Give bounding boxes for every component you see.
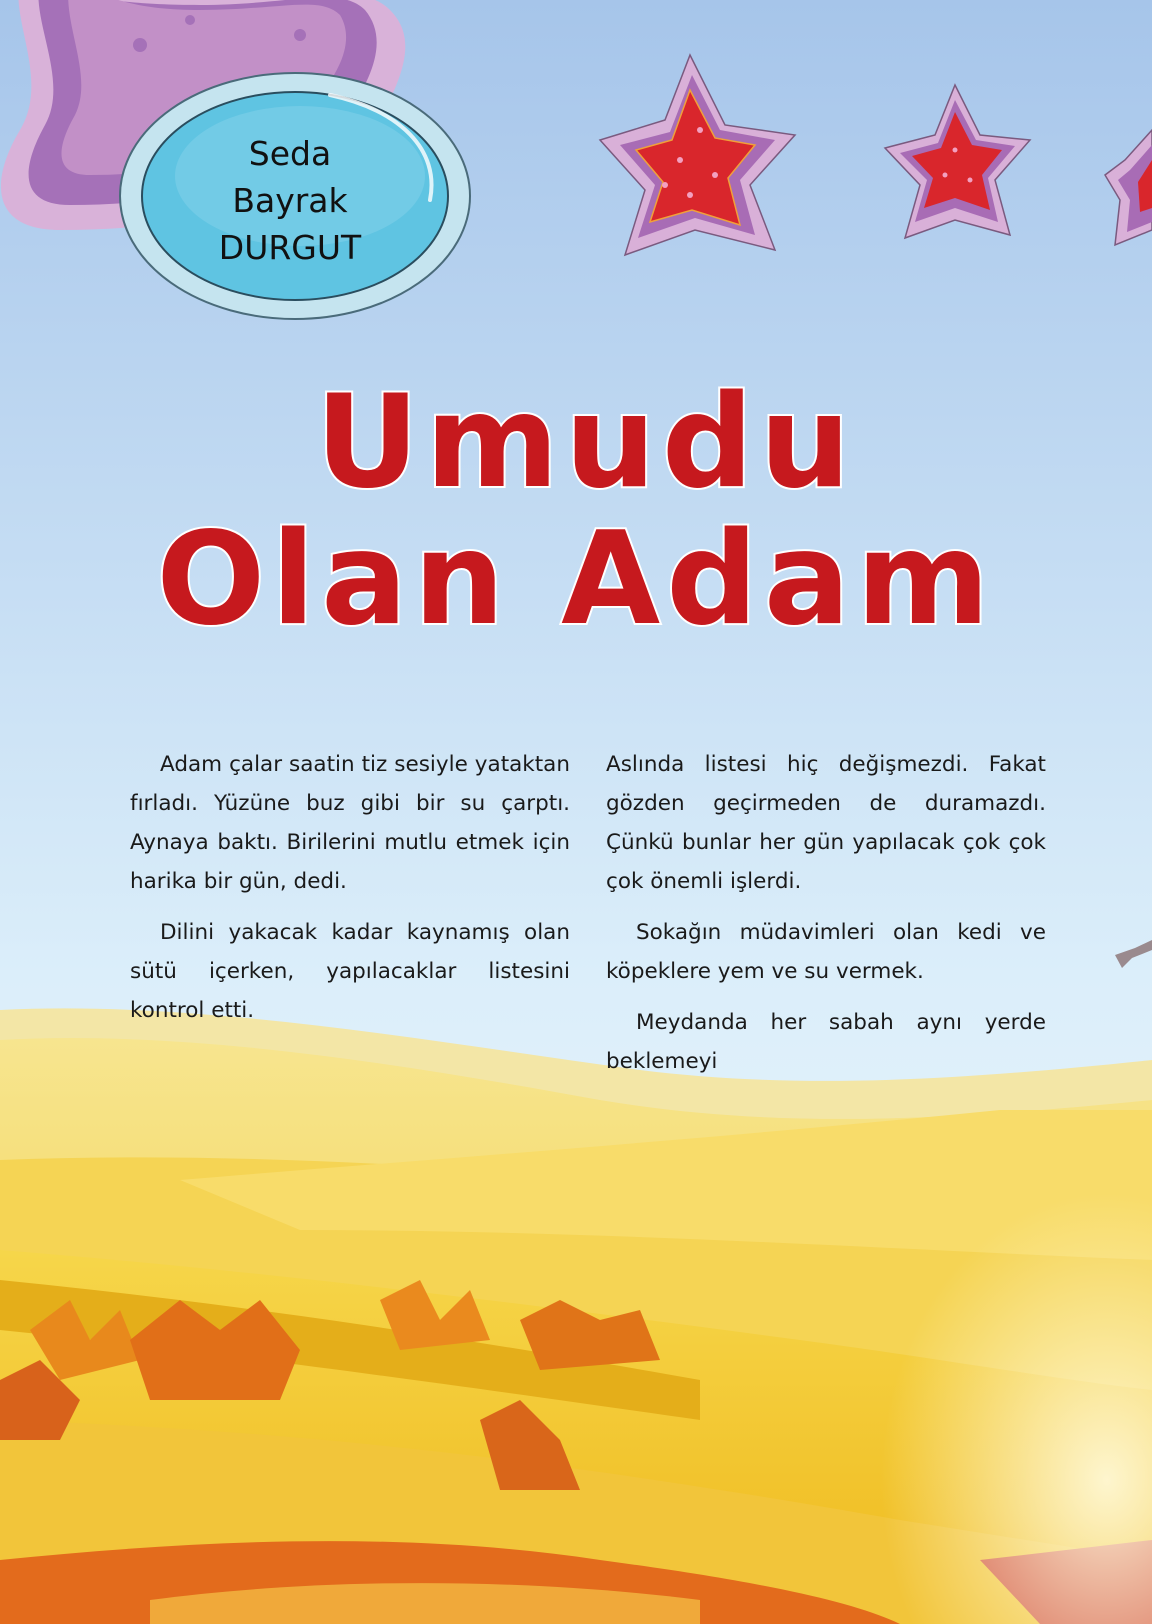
author-line: Bayrak [232,181,348,220]
paragraph: Aslında listesi hiç değişmezdi. Fakat gözden geçirmeden de duramazdı. Çünkü bunlar her gün yapılacak çok çok çok önemli işlerdi. [606,752,1046,894]
text-column-left [130,745,570,1042]
paragraph: Dilini yakacak kadar kaynamış olan sütü içerken, yapılacaklar listesini kontrol etti. [130,920,570,1023]
title-line-1: Umudu [315,368,857,517]
paragraph: Adam çalar saatin tiz sesiyle yataktan fırladı. Yüzüne buz gibi bir su çarptı. Aynaya baktı. Birilerini mutlu etmek için harika bir gün, dedi. [130,752,570,894]
paragraph: Meydanda her sabah aynı yerde beklemeyi [606,1010,1046,1074]
story-title [0,368,1152,654]
text-column-right [606,745,1046,1093]
author-line: DURGUT [218,228,362,267]
title-line-2: Olan Adam [156,505,996,654]
author-line: Seda [248,134,332,173]
author-name [185,130,395,271]
paragraph: Sokağın müdavimleri olan kedi ve köpeklere yem ve su vermek. [606,920,1046,984]
